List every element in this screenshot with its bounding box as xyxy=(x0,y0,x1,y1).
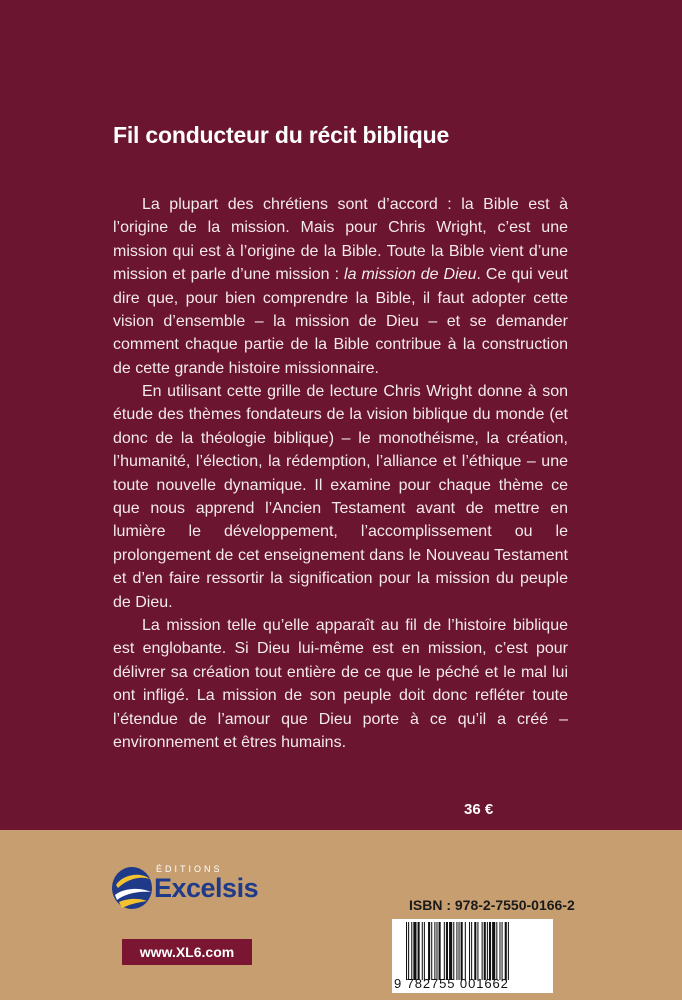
paragraph-1-emphasis: la mission de Dieu xyxy=(344,266,477,284)
barcode xyxy=(392,919,553,993)
website-link[interactable]: www.XL6.com xyxy=(122,939,252,965)
footer-band xyxy=(0,830,682,1000)
paragraph-3 xyxy=(113,614,568,754)
isbn-label: ISBN : 978-2-7550-0166-2 xyxy=(409,897,575,913)
logo-publisher-name: Excelsis xyxy=(154,873,259,903)
logo-editions-label: ÉDITIONS xyxy=(156,864,223,874)
paragraph-1 xyxy=(113,193,568,380)
page-title: Fil conducteur du récit biblique xyxy=(113,122,450,148)
barcode-icon xyxy=(406,922,551,980)
paragraph-2 xyxy=(113,380,568,614)
paragraph-2-text: En utilisant cette grille de lecture Chris Wright donne à son étude des thèmes fondateurs de la vision biblique du monde (et donc de la théologie biblique) – le monothéisme, la création, l’humanité, l’élection, la rédemption, l’alliance et l’éthique – une toute nouvelle dynamique. Il examine pour chaque thème ce que nous apprend l’Ancien Testament avant de mettre en lumière le développement, l’accomplissement ou le prolongement de cet enseignement dans le Nouveau Testament et d’en faire ressortir la signification pour la mission du peuple de Dieu. xyxy=(113,383,568,611)
publisher-logo xyxy=(110,861,270,921)
paragraph-3-text: La mission telle qu’elle apparaît au fil de l’histoire biblique est englobante. Si Dieu lui-même est en mission, c’est pour délivrer sa création tout entière de ce que le péché et le mal lui ont infligé. La mission de son peuple doit donc refléter toute l’étendue de l’amour que Dieu porte à ce qu’il a créé – environnement et êtres humains. xyxy=(113,617,568,752)
barcode-digits: 9 782755 001662 xyxy=(394,976,509,991)
paragraph-1-text-b: . Ce qui veut dire que, pour bien comprendre la Bible, il faut adopter cette vision d’ensemble – la mission de Dieu – et se demander comment chaque partie de la Bible contribue à la construction de cette grande histoire missionnaire. xyxy=(113,266,568,377)
price-label: 36 € xyxy=(464,801,494,818)
paragraph-1-text-a: La plupart des chrétiens sont d’accord : la Bible est à l’origine de la mission. Mais pour Chris Wright, c’est une mission qui est à l’origine de la Bible. Toute la Bible vient d’une mission et parle d’une mission : xyxy=(113,196,568,284)
excelsis-logo-icon xyxy=(110,861,154,913)
